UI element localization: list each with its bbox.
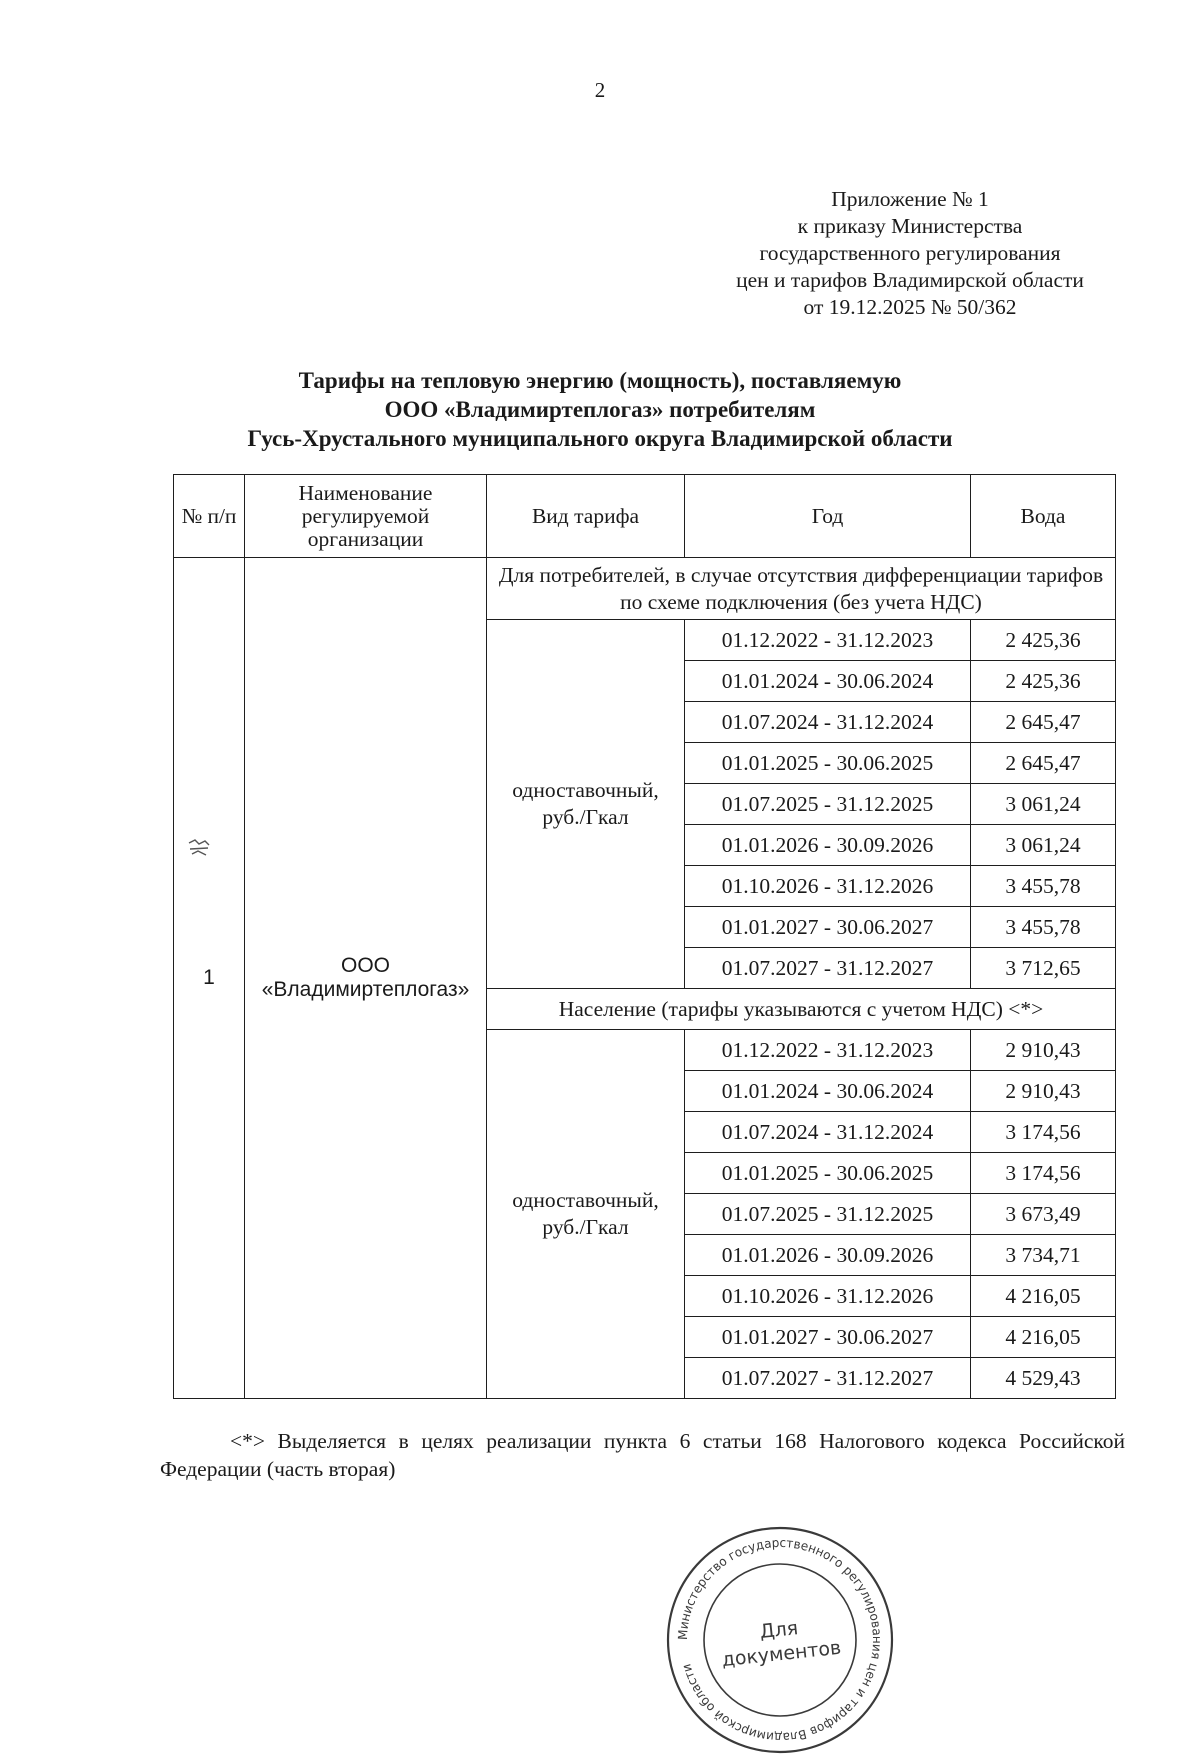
appendix-line: от 19.12.2025 № 50/362 xyxy=(803,295,1017,319)
value-cell: 3 061,24 xyxy=(971,825,1116,866)
footnote: <*> Выделяется в целях реализации пункта 6 статьи 168 Налогового кодекса Российской Федерации (часть вторая) xyxy=(160,1429,1125,1481)
value-cell: 2 645,47 xyxy=(971,743,1116,784)
table-header-row xyxy=(174,475,1116,558)
tariff-type: одноставочный, руб./Гкал xyxy=(487,1030,685,1399)
section-heading: Для потребителей, в случае отсутствия дифференциации тарифов по схеме подключения (без учета НДС) xyxy=(487,558,1116,620)
header-organization: Наименование регулируемой организации xyxy=(245,475,487,558)
header-tariff-type: Вид тарифа xyxy=(487,475,685,558)
period-cell: 01.12.2022 - 31.12.2023 xyxy=(685,620,971,661)
appendix-line: цен и тарифов Владимирской области xyxy=(736,268,1084,292)
page-number: 2 xyxy=(594,78,606,102)
period-cell: 01.01.2027 - 30.06.2027 xyxy=(685,1317,971,1358)
document-title xyxy=(130,366,1070,453)
value-cell: 2 910,43 xyxy=(971,1071,1116,1112)
value-cell: 4 216,05 xyxy=(971,1276,1116,1317)
value-cell: 2 425,36 xyxy=(971,661,1116,702)
appendix-header xyxy=(690,186,1130,321)
value-cell: 3 734,71 xyxy=(971,1235,1116,1276)
value-cell: 3 455,78 xyxy=(971,866,1116,907)
tariff-table xyxy=(173,474,1116,1399)
title-line: ООО «Владимиртеплогаз» потребителям xyxy=(384,397,816,422)
header-water: Вода xyxy=(971,475,1116,558)
period-cell: 01.01.2026 - 30.09.2026 xyxy=(685,1235,971,1276)
appendix-line: Приложение № 1 xyxy=(831,187,989,211)
value-cell: 3 712,65 xyxy=(971,948,1116,989)
period-cell: 01.07.2025 - 31.12.2025 xyxy=(685,784,971,825)
period-cell: 01.01.2025 - 30.06.2025 xyxy=(685,1153,971,1194)
value-cell: 4 529,43 xyxy=(971,1358,1116,1399)
title-line: Тарифы на тепловую энергию (мощность), поставляемую xyxy=(298,368,902,393)
official-stamp xyxy=(660,1520,900,1760)
tariff-type: одноставочный, руб./Гкал xyxy=(487,620,685,989)
header-period: Год xyxy=(685,475,971,558)
period-cell: 01.07.2024 - 31.12.2024 xyxy=(685,702,971,743)
period-cell: 01.07.2025 - 31.12.2025 xyxy=(685,1194,971,1235)
organization-name: ООО «Владимиртеплогаз» xyxy=(245,558,487,1399)
value-cell: 2 425,36 xyxy=(971,620,1116,661)
period-cell: 01.10.2026 - 31.12.2026 xyxy=(685,1276,971,1317)
stamp-ring-text: Министерство государственного регулирования цен и тарифов Владимирской области xyxy=(674,1534,886,1746)
section-heading: Население (тарифы указываются с учетом НДС) <*> xyxy=(487,989,1116,1030)
period-cell: 01.12.2022 - 31.12.2023 xyxy=(685,1030,971,1071)
appendix-line: к приказу Министерства xyxy=(797,214,1023,238)
period-cell: 01.10.2026 - 31.12.2026 xyxy=(685,866,971,907)
value-cell: 4 216,05 xyxy=(971,1317,1116,1358)
value-cell: 2 910,43 xyxy=(971,1030,1116,1071)
appendix-line: государственного регулирования xyxy=(759,241,1061,265)
period-cell: 01.07.2027 - 31.12.2027 xyxy=(685,1358,971,1399)
header-num: № п/п xyxy=(174,475,245,558)
period-cell: 01.07.2027 - 31.12.2027 xyxy=(685,948,971,989)
row-number: 1 xyxy=(174,558,245,1399)
stamp-center-line1: Для xyxy=(758,1617,800,1644)
period-cell: 01.01.2026 - 30.09.2026 xyxy=(685,825,971,866)
value-cell: 3 174,56 xyxy=(971,1153,1116,1194)
period-cell: 01.01.2025 - 30.06.2025 xyxy=(685,743,971,784)
period-cell: 01.01.2024 - 30.06.2024 xyxy=(685,661,971,702)
period-cell: 01.01.2024 - 30.06.2024 xyxy=(685,1071,971,1112)
value-cell: 3 174,56 xyxy=(971,1112,1116,1153)
section-heading-row xyxy=(174,558,1116,620)
value-cell: 3 455,78 xyxy=(971,907,1116,948)
stamp-center-line2: документов xyxy=(720,1636,843,1672)
value-cell: 3 673,49 xyxy=(971,1194,1116,1235)
title-line: Гусь-Хрустального муниципального округа Владимирской области xyxy=(247,426,953,451)
period-cell: 01.07.2024 - 31.12.2024 xyxy=(685,1112,971,1153)
value-cell: 2 645,47 xyxy=(971,702,1116,743)
value-cell: 3 061,24 xyxy=(971,784,1116,825)
period-cell: 01.01.2027 - 30.06.2027 xyxy=(685,907,971,948)
